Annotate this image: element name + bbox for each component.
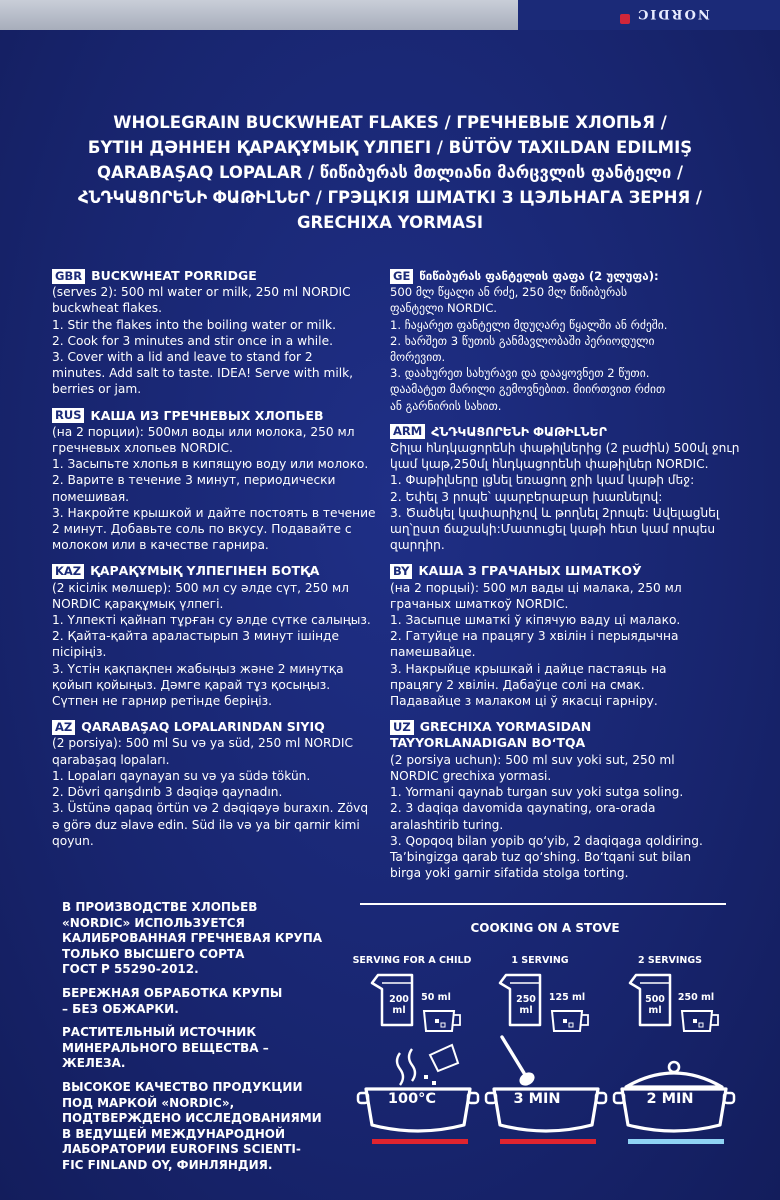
recipe-text-line: памешвайце.: [390, 645, 476, 660]
language-tag: ARM: [390, 424, 425, 439]
flake-dot: [424, 1075, 428, 1079]
liquid-unit: ml: [392, 1005, 406, 1016]
recipe-text-line: пісіріңіз.: [52, 645, 107, 660]
title-line: БҮТІН ДӘННЕН ҚАРАҚҰМЫҚ ҮЛПЕГІ / BÜTÖV TAXILDAN EDILMIŞ: [87, 138, 693, 157]
recipe-text-line: 3. Üstünə qapaq örtün və 2 dəqiqəyə buraxın. Zövq: [52, 801, 369, 816]
title-line: ՀՆԴԿԱՑՈՐԵՆԻ ՓԱԹԻԼՆԵՐ / ГРЭЦКІЯ ШМАТКІ З ЦЭЛЬНАГА ЗЕРНЯ /: [78, 188, 702, 207]
recipe-text-line: 2. Cook for 3 minutes and stir once in a while.: [52, 333, 333, 348]
info-line: ЛАБОРАТОРИИ EUROFINS SCIENTI-: [62, 1142, 301, 1157]
info-line: В ПРОИЗВОДСТВЕ ХЛОПЬЕВ: [62, 900, 258, 914]
cooking-icons: [352, 903, 738, 1173]
flake-dot: [699, 1023, 703, 1027]
recipe-text-line: 3. Cover with a lid and leave to stand for 2: [52, 350, 313, 365]
recipe-text-line: 1. Stir the flakes into the boiling water or milk.: [52, 317, 336, 332]
cooking-title: COOKING ON A STOVE: [470, 921, 620, 935]
recipe-block: [390, 563, 730, 709]
info-line: МИНЕРАЛЬНОГО ВЕЩЕСТВА –: [62, 1040, 269, 1055]
recipe-text-line: berries or jam.: [52, 382, 142, 397]
lid-knob-icon: [669, 1062, 679, 1072]
recipe-text-line: гречневых хлопьев NORDIC.: [52, 441, 233, 456]
recipe-heading: [390, 268, 730, 284]
flake-dot: [441, 1023, 445, 1027]
serving-label-two: 2 SERVINGS: [637, 955, 703, 966]
recipe-text-line: 1. Засыпьте хлопья в кипящую воду или молоко.: [52, 457, 369, 472]
recipe-text-line: 3. Накройте крышкой и дайте постоять в течение: [52, 505, 376, 520]
info-line: КАЛИБРОВАННАЯ ГРЕЧНЕВАЯ КРУПА: [62, 931, 323, 946]
recipe-block: [52, 719, 392, 849]
recipe-text-line: կամ կաթ,250մլ հնդկացորենի փաթիլներ NORDIC.: [390, 457, 709, 472]
recipe-heading-text: ՀՆԴԿԱՑՈՐԵՆԻ ՓԱԹԻԼՆԵՐ: [431, 423, 607, 439]
flake-dot: [432, 1081, 436, 1085]
flakes-amount-one: 125 ml: [548, 992, 586, 1003]
recipe-text-line: 2. Եփել 3 րոպե՝ պարբերաբար խառնելով:: [390, 489, 663, 504]
liquid-unit: ml: [519, 1005, 533, 1016]
info-line: «NORDIC» ИСПОЛЬЗУЕТСЯ: [62, 915, 245, 930]
recipe-text-line: 2. 3 daqiqa davomida qaynating, ora-orada: [390, 801, 656, 816]
info-paragraph: [62, 986, 352, 1017]
recipe-text-line: помешивая.: [52, 489, 130, 504]
info-line: FIC FINLAND OY, ФИНЛЯНДИЯ.: [62, 1157, 273, 1172]
steam-icon: [409, 1049, 415, 1081]
recipe-text-line: 1. ჩაყარეთ ფანტელი მდუღარე წყალში ან რძეში.: [390, 317, 668, 332]
package-top-strip: [0, 0, 780, 30]
info-line: ТОЛЬКО ВЫСШЕГО СОРТА: [62, 946, 245, 961]
language-tag: RUS: [52, 408, 84, 423]
info-paragraph: [62, 900, 352, 978]
recipe-block: [52, 268, 392, 398]
recipe-text-line: (serves 2): 500 ml water or milk, 250 ml NORDIC: [52, 285, 351, 300]
recipe-text-line: 1. Yormani qaynab turgan suv yoki sutga soling.: [390, 785, 684, 800]
recipe-text-line: (2 porsiya): 500 ml Su və ya süd, 250 ml NORDIC: [52, 736, 353, 751]
recipe-text-line: (2 porsiya uchun): 500 ml suv yoki sut, 250 ml: [390, 752, 675, 767]
recipe-text-line: minutes. Add salt to taste. IDEA! Serve with milk,: [52, 366, 354, 381]
recipe-text-line: 3. Ծածկել կափարիչով և թողնել 2րոպե: Ավելացնել: [390, 505, 720, 520]
info-line: ГОСТ Р 55290-2012.: [62, 962, 199, 977]
recipe-text-line: 2. ხარშეთ 3 წუთის განმავლობაში პერიოდული: [390, 333, 655, 348]
recipe-text-line: 3. დაახურეთ სახურავი და დააყოვნეთ 2 წუთი.: [390, 366, 650, 381]
recipe-text-line: 2. Гатуйце на працягу 3 хвілін і перыядычна: [390, 629, 679, 644]
recipe-heading: [390, 424, 730, 440]
pot-lid-icon: [626, 1073, 722, 1087]
recipe-text-line: 3. Qopqoq bilan yopib qoʻyib, 2 daqiqaga qoldiring.: [390, 833, 703, 848]
recipes-right-column: [390, 268, 740, 891]
liquid-amount-one: [512, 994, 540, 1016]
recipe-heading: [52, 563, 392, 579]
recipe-block: [390, 268, 730, 414]
spoon-bowl-icon: [517, 1070, 537, 1088]
language-tag: GE: [390, 269, 413, 284]
info-line: РАСТИТЕЛЬНЫЙ ИСТОЧНИК: [62, 1025, 257, 1040]
recipe-text-line: ან გარნირის სახით.: [390, 398, 502, 413]
recipe-heading-text: GRECHIXA YORMASIDAN: [419, 719, 592, 735]
recipe-text-line: qarabaşaq lopaları.: [52, 752, 170, 767]
recipe-block: [390, 719, 730, 881]
title-line: QARABAŞAQ LOPALAR / წიწიბურას მთლიანი მარცვლის ფანტელი /: [96, 163, 684, 182]
language-tag: UZ: [390, 720, 414, 735]
package-corner-panel: [518, 0, 780, 30]
recipe-text-line: Շիլա հնդկացորենի փաթիլներից (2 բաժին) 500մլ ջուր: [390, 441, 740, 456]
stove-heat-bar: [500, 1139, 596, 1144]
recipe-text-line: աղ՝ըստ ճաշակի:Մատուցել կաթի հետ կամ որպես: [390, 522, 716, 537]
flake-dot: [563, 1019, 567, 1023]
recipe-heading: [390, 719, 730, 735]
flake-dot: [569, 1023, 573, 1027]
liquid-value: 500: [645, 994, 665, 1005]
recipe-text-line: (на 2 порцыі): 500 мл вады ці малака, 250 мл: [390, 580, 682, 595]
recipe-text-line: aralashtirib turing.: [390, 817, 504, 832]
recipe-heading-continued: TAYYORLANADIGAN BOʻTQA: [390, 735, 586, 751]
brand-red-mark: [620, 14, 630, 24]
info-paragraph: [62, 1080, 352, 1174]
product-title: [0, 110, 780, 235]
info-line: БЕРЕЖНАЯ ОБРАБОТКА КРУПЫ: [62, 985, 283, 1000]
recipe-text-line: զարդիր.: [390, 538, 445, 553]
recipe-text-line: 1. Засыпце шматкі ў кіпячую ваду ці малако.: [390, 613, 681, 628]
recipe-text-line: Taʼbingizga qarab tuz qoʻshing. Boʻtqani sut bilan: [390, 849, 692, 864]
recipe-heading-text: QARABAŞAQ LOPALARINDAN SIYIQ: [81, 719, 325, 735]
recipe-text-line: NORDIC қарақұмық үлпегі.: [52, 596, 224, 611]
recipe-text-line: birga yoki garnir sifatida stolga torting.: [390, 866, 629, 881]
stirring-spoon-icon: [502, 1037, 524, 1073]
recipe-heading-text: წიწიბურას ფანტელის ფაფა (2 ულუფა):: [419, 269, 659, 283]
language-tag: BY: [390, 564, 412, 579]
recipe-text-line: დაამატეთ მარილი გემოვნებით. მიირთვით რძით: [390, 382, 666, 397]
brand-logo: NORDIC: [636, 6, 710, 21]
info-line: – БЕЗ ОБЖАРКИ.: [62, 1001, 179, 1016]
recipe-heading: [52, 268, 392, 284]
recipe-text-line: 2. Dövri qarışdırıb 3 dəqiqə qaynadın.: [52, 785, 283, 800]
flakes-amount-two: 250 ml: [677, 992, 715, 1003]
recipe-text-line: 2 минут. Добавьте соль по вкусу. Подавайте с: [52, 522, 352, 537]
language-tag: AZ: [52, 720, 75, 735]
liquid-amount-two: [641, 994, 669, 1016]
recipe-text-line: 1. Үлпекті қайнап тұрған су әлде сүтке салыңыз.: [52, 613, 371, 628]
recipe-text-line: მორევით.: [390, 350, 446, 365]
serving-label-one: 1 SERVING: [511, 955, 569, 966]
recipe-text-line: 1. Lopaları qaynayan su və ya südə tökün.: [52, 768, 311, 783]
liquid-value: 200: [389, 994, 409, 1005]
info-line: ЖЕЛЕЗА.: [62, 1056, 126, 1071]
recipe-text-line: працягу 2 хвілін. Дабаўце солі на смак.: [390, 677, 645, 692]
recipe-text-line: 3. Накрыйце крышкай і дайце пастаяць на: [390, 661, 667, 676]
recipe-text-line: Сүтпен не гарнир ретінде беріңіз.: [52, 694, 272, 709]
recipe-text-line: qoyun.: [52, 833, 94, 848]
recipe-heading-text: ҚАРАҚҰМЫҚ ҮЛПЕГІНЕН БОТҚА: [90, 563, 320, 579]
recipe-text-line: молоком или в качестве гарнира.: [52, 538, 269, 553]
recipes-left-column: [52, 268, 392, 859]
recipe-block: [390, 423, 740, 554]
recipe-text-line: NORDIC grechixa yormasi.: [390, 768, 552, 783]
recipe-text-line: 1. Փաթիլները լցնել եռացող ջրի կամ կաթի մեջ:: [390, 473, 695, 488]
recipe-block: [52, 408, 392, 554]
recipe-text-line: (2 кісілік мөлшер): 500 мл су әлде сүт, 250 мл: [52, 580, 349, 595]
steam-icon: [397, 1053, 403, 1085]
liquid-amount-child: [385, 994, 413, 1016]
cooking-instructions-panel: [352, 903, 728, 1173]
recipe-text-line: 2. Варите в течение 3 минут, периодически: [52, 473, 336, 488]
recipe-text-line: қойып қойыңыз. Дәмге қарай тұз қосыңыз.: [52, 677, 331, 692]
recipe-heading: [390, 563, 730, 579]
language-tag: GBR: [52, 269, 85, 284]
liquid-value: 250: [516, 994, 536, 1005]
recipe-text-line: 3. Үстін қақпақпен жабыңыз және 2 минутқа: [52, 661, 344, 676]
stove-heat-bar: [372, 1139, 468, 1144]
serving-label-child: SERVING FOR A CHILD: [352, 955, 472, 966]
recipe-text-line: ə görə duz əlavə edin. Süd ilə və ya bir qarnir kimi: [52, 817, 360, 832]
recipe-text-line: 2. Қайта-қайта араластырып 3 минут ішінде: [52, 629, 339, 644]
recipe-heading-text: КАША ИЗ ГРЕЧНЕВЫХ ХЛОПЬЕВ: [90, 407, 324, 423]
product-info-text: [62, 900, 352, 1182]
step-boil-label: 100°C: [387, 1091, 437, 1107]
recipe-heading-text: КАША З ГРАЧАНЫХ ШМАТКОЎ: [418, 563, 642, 579]
info-paragraph: [62, 1025, 352, 1072]
flakes-amount-child: 50 ml: [421, 992, 451, 1003]
recipe-text-line: ფანტელი NORDIC.: [390, 301, 497, 316]
flake-dot: [693, 1019, 697, 1023]
step-cook-label: 3 MIN: [513, 1091, 561, 1107]
recipe-block: [52, 563, 392, 709]
recipe-heading: [52, 719, 392, 735]
info-line: ПОД МАРКОЙ «NORDIC»,: [62, 1095, 235, 1110]
info-line: В ВЕДУЩЕЙ МЕЖДУНАРОДНОЙ: [62, 1126, 286, 1141]
recipe-text-line: грачаных шматкоў NORDIC.: [390, 596, 569, 611]
title-line: WHOLEGRAIN BUCKWHEAT FLAKES / ГРЕЧНЕВЫЕ ХЛОПЬЯ /: [113, 113, 667, 132]
info-line: ВЫСОКОЕ КАЧЕСТВО ПРОДУКЦИИ: [62, 1079, 303, 1094]
flake-dot: [435, 1019, 439, 1023]
recipe-heading-text: BUCKWHEAT PORRIDGE: [91, 268, 257, 283]
language-tag: KAZ: [52, 564, 84, 579]
recipe-text-line: buckwheat flakes.: [52, 301, 163, 316]
stove-heat-bar: [628, 1139, 724, 1144]
title-line: GRECHIXA YORMASI: [296, 213, 484, 232]
liquid-unit: ml: [648, 1005, 662, 1016]
info-line: ПОДТВЕРЖДЕНО ИССЛЕДОВАНИЯМИ: [62, 1111, 322, 1126]
recipe-text-line: (на 2 порции): 500мл воды или молока, 250 мл: [52, 424, 355, 439]
recipe-text-line: Падавайце з малаком ці ў якасці гарніру.: [390, 694, 658, 709]
step-rest-label: 2 MIN: [646, 1091, 694, 1107]
recipe-heading: [52, 408, 392, 424]
pouring-cup-icon: [430, 1045, 458, 1071]
recipe-text-line: 500 მლ წყალი ან რძე, 250 მლ წიწიბურას: [390, 285, 628, 300]
